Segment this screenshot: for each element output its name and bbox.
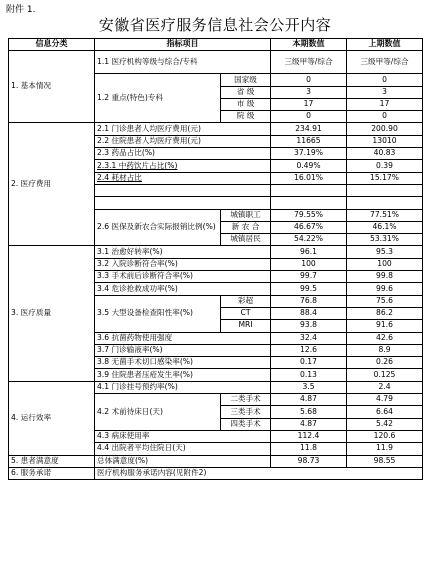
previous-value: 17: [347, 98, 423, 110]
previous-value: 40.83: [347, 148, 423, 160]
table-header-row: [9, 39, 423, 51]
current-value: 93.8: [271, 320, 347, 332]
sub-label: 国家级: [221, 74, 271, 86]
previous-value: 8.9: [347, 344, 423, 356]
indicator-label: 3.8 无菌手术切口感染率(%): [95, 357, 271, 369]
current-value: 112.4: [271, 430, 347, 442]
current-value: 100: [271, 258, 347, 270]
current-value: 79.55%: [271, 209, 347, 221]
previous-value: 75.6: [347, 295, 423, 307]
indicator-label: 3.7 门诊输液率(%): [95, 344, 271, 356]
indicator-label: 4.1 门诊挂号预约率(%): [95, 381, 271, 393]
sub-label: 四类手术: [221, 418, 271, 430]
empty-cell: [347, 197, 423, 209]
previous-value: 3: [347, 86, 423, 98]
sub-label: 三类手术: [221, 406, 271, 418]
previous-value: 100: [347, 258, 423, 270]
indicator-label: 3.2 入院诊断符合率(%): [95, 258, 271, 270]
current-value: 17: [271, 98, 347, 110]
table-row: [9, 381, 423, 393]
current-value: 5.68: [271, 406, 347, 418]
info-table: [8, 38, 423, 480]
current-value: 99.7: [271, 271, 347, 283]
indicator-label: 医疗机构服务承诺内容(见附件2): [95, 467, 423, 479]
previous-value: 95.3: [347, 246, 423, 258]
sub-label: 省 级: [221, 86, 271, 98]
section-cost: 2. 医疗费用: [9, 123, 95, 246]
current-value: 0.13: [271, 369, 347, 381]
current-value: 37.19%: [271, 148, 347, 160]
previous-value: 99.8: [347, 271, 423, 283]
previous-value: 42.6: [347, 332, 423, 344]
previous-value: 98.55: [347, 455, 423, 467]
current-value: 234.91: [271, 123, 347, 135]
previous-value: 0: [347, 111, 423, 123]
sub-label: 城镇职工: [221, 209, 271, 221]
indicator-label: 1.2 重点(特色)专科: [95, 74, 221, 123]
section-commitment: 6. 服务承诺: [9, 467, 95, 479]
previous-value: 0.125: [347, 369, 423, 381]
indicator-label: 4.4 出院者平均住院日(天): [95, 443, 271, 455]
current-value: 16.01%: [271, 172, 347, 184]
previous-value: 53.31%: [347, 234, 423, 246]
sub-label: 院 级: [221, 111, 271, 123]
header-previous: 上期数值: [347, 39, 423, 51]
indicator-label: 总体满意度(%): [95, 455, 271, 467]
table-row: [9, 467, 423, 479]
indicator-label: 3.6 抗菌药物使用强度: [95, 332, 271, 344]
previous-value: 三级甲等/综合: [347, 51, 423, 74]
indicator-label: 2.3 药品占比(%): [95, 148, 271, 160]
current-value: 三级甲等/综合: [271, 51, 347, 74]
indicator-label: 3.5 大型设备检查阳性率(%): [95, 295, 221, 332]
section-quality: 3. 医疗质量: [9, 246, 95, 381]
previous-value: 46.1%: [347, 221, 423, 233]
table-row: [9, 123, 423, 135]
header-category: 信息分类: [9, 39, 95, 51]
indicator-label: 3.1 治愈好转率(%): [95, 246, 271, 258]
current-value: 0.49%: [271, 160, 347, 172]
header-indicator: 指标项目: [95, 39, 271, 51]
previous-value: 77.51%: [347, 209, 423, 221]
indicator-label: 2.4 耗材占比: [95, 172, 271, 184]
previous-value: 86.2: [347, 307, 423, 319]
indicator-label: 3.9 住院患者压疮发生率(%): [95, 369, 271, 381]
previous-value: 15.17%: [347, 172, 423, 184]
current-value: 0.17: [271, 357, 347, 369]
empty-cell: [271, 197, 347, 209]
indicator-label: 2.6 医保及新农合实际报销比例(%): [95, 209, 221, 246]
indicator-label: 3.3 手术前后诊断符合率(%): [95, 271, 271, 283]
indicator-label: 2.1 门诊患者人均医疗费用(元): [95, 123, 271, 135]
current-value: 12.6: [271, 344, 347, 356]
previous-value: 99.6: [347, 283, 423, 295]
indicator-label: 4.3 病床使用率: [95, 430, 271, 442]
table-row: [9, 246, 423, 258]
section-satisfaction: 5. 患者满意度: [9, 455, 95, 467]
section-basic: 1. 基本情况: [9, 51, 95, 123]
sub-label: 新 农 合: [221, 221, 271, 233]
current-value: 54.22%: [271, 234, 347, 246]
previous-value: 0.26: [347, 357, 423, 369]
indicator-label: 2.2 住院患者人均医疗费用(元): [95, 135, 271, 147]
previous-value: 91.6: [347, 320, 423, 332]
table-row: [9, 455, 423, 467]
indicator-label: 3.4 危诊抢救成功率(%): [95, 283, 271, 295]
current-value: 99.5: [271, 283, 347, 295]
sub-label: CT: [221, 307, 271, 319]
previous-value: 0: [347, 74, 423, 86]
current-value: 98.73: [271, 455, 347, 467]
current-value: 3: [271, 86, 347, 98]
empty-cell: [347, 184, 423, 196]
previous-value: 13010: [347, 135, 423, 147]
current-value: 88.4: [271, 307, 347, 319]
previous-value: 11.9: [347, 443, 423, 455]
current-value: 32.4: [271, 332, 347, 344]
previous-value: 4.79: [347, 394, 423, 406]
current-value: 3.5: [271, 381, 347, 393]
header-current: 本期数值: [271, 39, 347, 51]
indicator-label: 4.2 术前待床日(天): [95, 394, 221, 431]
current-value: 46.67%: [271, 221, 347, 233]
table-row: [9, 51, 423, 74]
sub-label: MRI: [221, 320, 271, 332]
current-value: 11.8: [271, 443, 347, 455]
indicator-label: 2.3.1 中药饮片占比(%): [95, 160, 271, 172]
previous-value: 200.90: [347, 123, 423, 135]
current-value: 4.87: [271, 394, 347, 406]
current-value: 0: [271, 111, 347, 123]
current-value: 76.8: [271, 295, 347, 307]
current-value: 11665: [271, 135, 347, 147]
section-efficiency: 4. 运行效率: [9, 381, 95, 455]
indicator-label: 1.1 医疗机构等级与综合/专科: [95, 51, 271, 74]
previous-value: 120.6: [347, 430, 423, 442]
sub-label: 彩超: [221, 295, 271, 307]
sub-label: 二类手术: [221, 394, 271, 406]
empty-cell: [95, 184, 271, 196]
empty-cell: [95, 197, 271, 209]
sub-label: 市 级: [221, 98, 271, 110]
current-value: 4.87: [271, 418, 347, 430]
previous-value: 6.64: [347, 406, 423, 418]
current-value: 0: [271, 74, 347, 86]
current-value: 96.1: [271, 246, 347, 258]
previous-value: 5.42: [347, 418, 423, 430]
sub-label: 城镇居民: [221, 234, 271, 246]
previous-value: 2.4: [347, 381, 423, 393]
empty-cell: [271, 184, 347, 196]
page-title: 安徽省医疗服务信息社会公开内容: [98, 16, 332, 34]
attachment-label: 附件 1.: [6, 5, 36, 15]
previous-value: 0.39: [347, 160, 423, 172]
